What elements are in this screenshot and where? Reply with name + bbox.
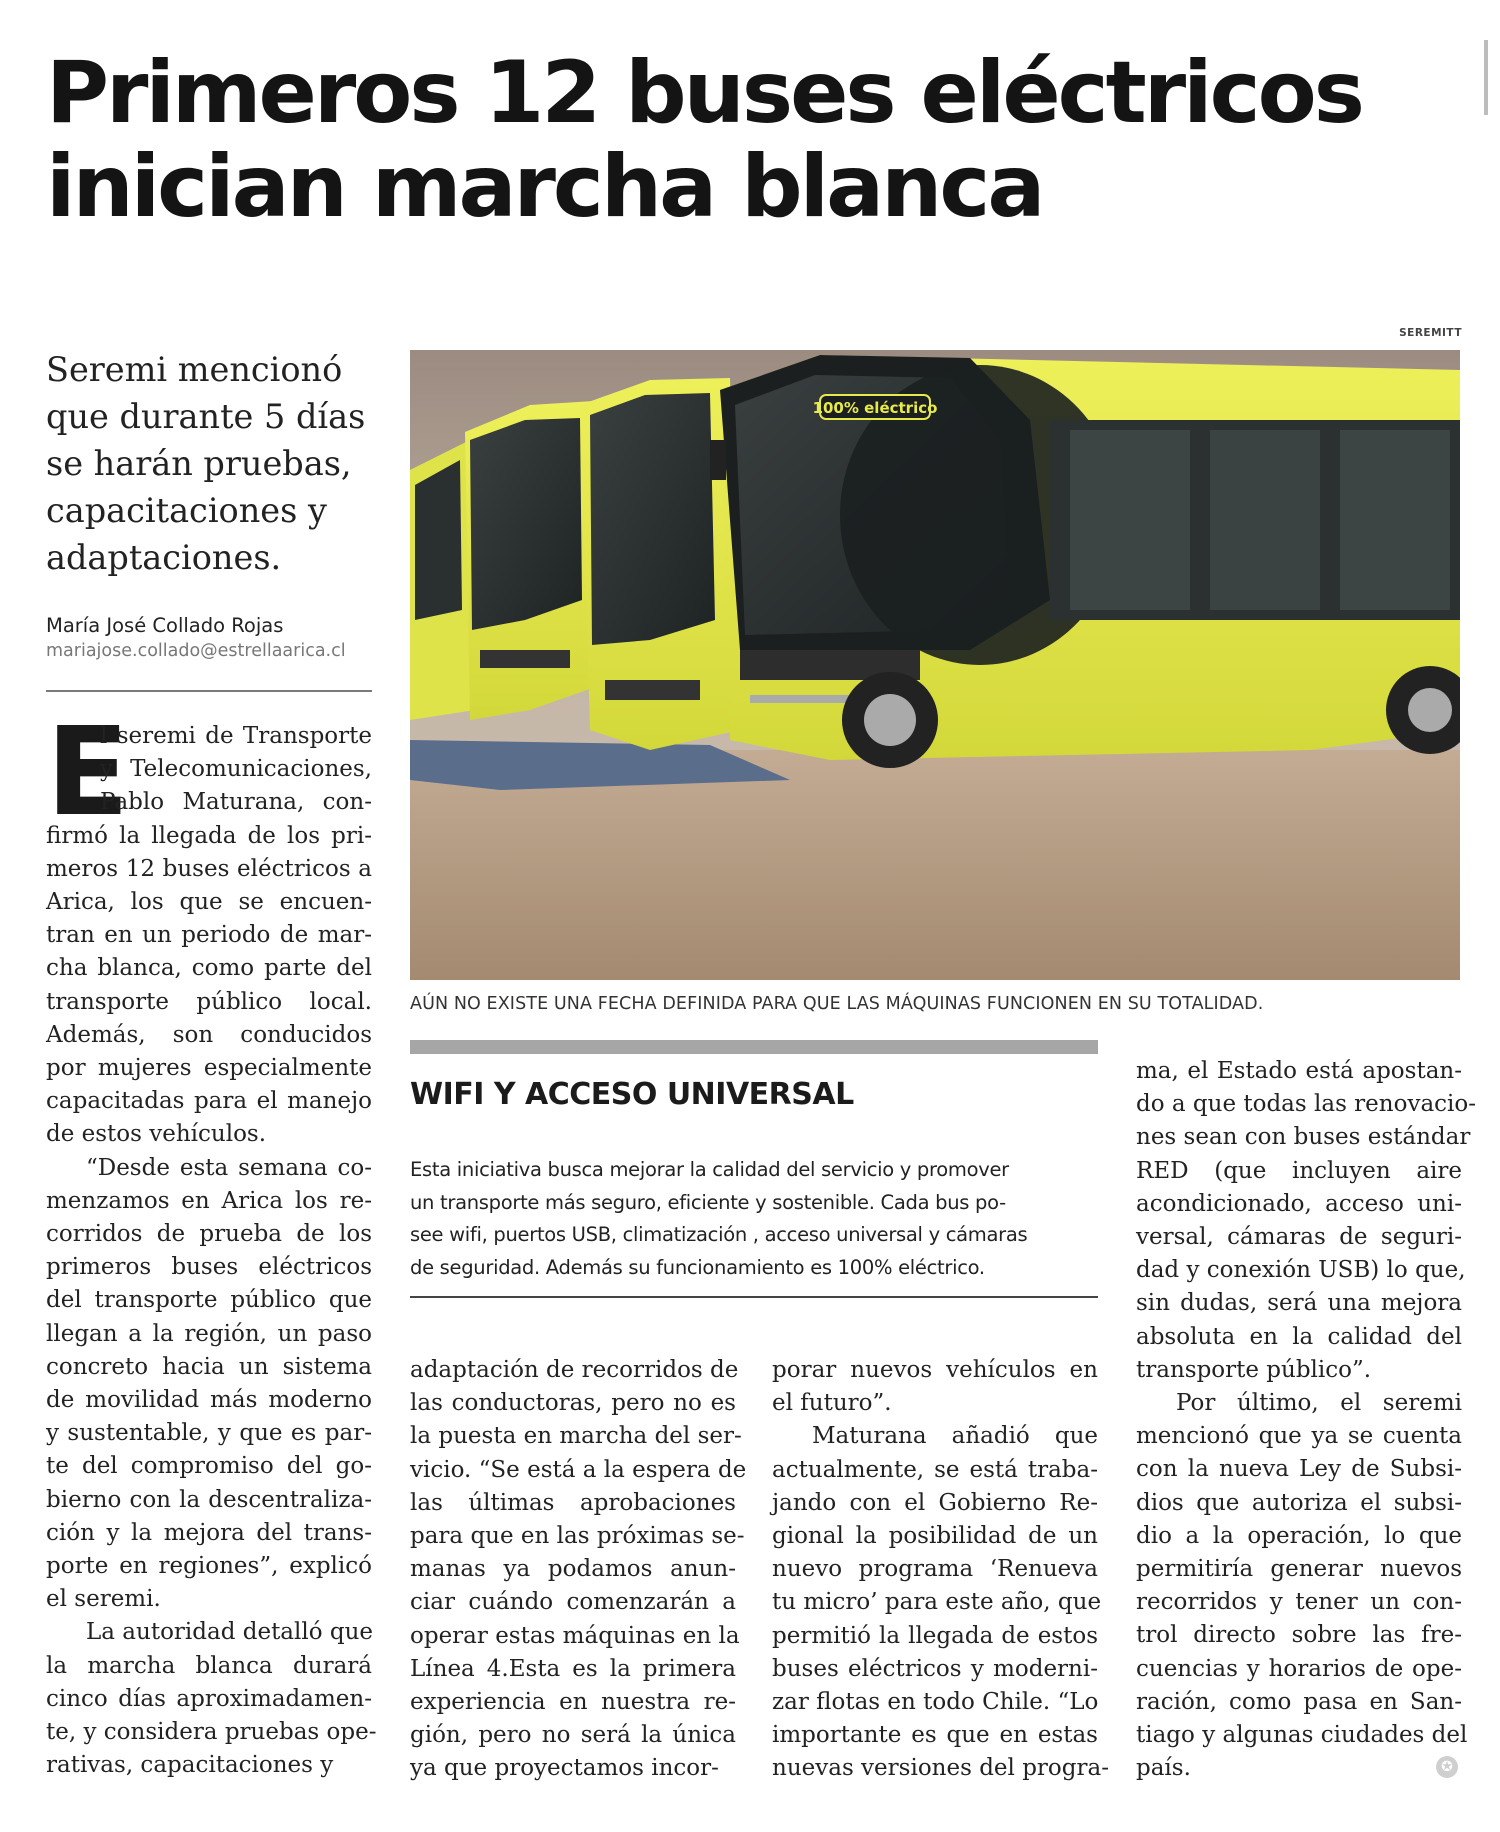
subhead-line: se harán pruebas, — [46, 444, 352, 483]
body-text-line: la puesta en marcha del ser- — [410, 1423, 742, 1450]
edge-rule — [1484, 40, 1488, 115]
body-text-line: recorridos y tener un con- — [1136, 1589, 1462, 1616]
bus-photo — [410, 350, 1460, 980]
body-column-2 — [410, 1354, 747, 1786]
body-text-line: La autoridad detalló que — [86, 1619, 374, 1646]
body-text-line: las conductoras, pero no es — [410, 1390, 736, 1417]
photo-caption: AÚN NO EXISTE UNA FECHA DEFINIDA PARA QUE LAS MÁQUINAS FUNCIONEN EN SU TOTALIDAD. — [410, 994, 1264, 1014]
drop-cap: E — [46, 701, 130, 843]
body-text-line: versal, cámaras de seguri- — [1136, 1224, 1462, 1251]
bus-illustration — [410, 350, 1460, 980]
box-bottom-rule — [410, 1296, 1098, 1298]
body-text-line: el futuro”. — [772, 1390, 892, 1417]
body-text-line: dios que autoriza el subsi- — [1136, 1489, 1462, 1516]
bus-third — [580, 378, 740, 750]
body-text-line: sin dudas, será una mejora — [1136, 1290, 1462, 1317]
body-text-line: porte en regiones”, explicó — [46, 1553, 372, 1580]
body-text-line: ración, como pasa en San- — [1136, 1688, 1462, 1715]
box-line: Esta iniciativa busca mejorar la calidad del servicio y promover — [410, 1158, 1009, 1181]
body-text-line: y sustentable, y que es par- — [46, 1420, 372, 1447]
body-text-line: manas ya podamos anun- — [410, 1556, 736, 1583]
body-text-line: la marcha blanca durará — [46, 1652, 372, 1679]
subhead-line: adaptaciones. — [46, 538, 282, 577]
body-text-line: transporte público”. — [1136, 1356, 1372, 1383]
body-text-line: firmó la llegada de los pri- — [46, 822, 372, 849]
body-text-line: ción y la mejora del trans- — [46, 1519, 372, 1546]
body-text-line: bierno con la descentraliza- — [46, 1486, 372, 1513]
body-text-line: Maturana añadió que — [812, 1423, 1098, 1450]
body-column-3 — [772, 1354, 1109, 1786]
body-text-line: RED (que incluyen aire — [1136, 1157, 1462, 1184]
body-text-line: nes sean con buses estándar — [1136, 1124, 1471, 1151]
body-text-line: Por último, el seremi — [1176, 1390, 1462, 1417]
body-text-line: importante es que en estas — [772, 1722, 1098, 1749]
body-text-line: país. — [1136, 1755, 1191, 1782]
body-text-line: tran en un periodo de mar- — [46, 922, 372, 949]
body-text-line: meros 12 buses eléctricos a — [46, 855, 372, 882]
bus-far — [410, 440, 475, 720]
headline — [46, 43, 1466, 237]
body-text-line: jando con el Gobierno Re- — [772, 1489, 1098, 1516]
body-text-line: de estos vehículos. — [46, 1121, 267, 1148]
body-text-line: cha blanca, como parte del — [46, 955, 372, 982]
body-text-line: el seremi. — [46, 1586, 161, 1613]
body-text-line: Arica, los que se encuen- — [46, 889, 372, 916]
body-text-line: experiencia en nuestra re- — [410, 1689, 736, 1716]
photo-credit: SEREMITT — [1399, 327, 1462, 339]
body-text-line: por mujeres especialmente — [46, 1055, 372, 1082]
subhead — [46, 346, 376, 581]
body-text-line: tiago y algunas ciudades del — [1136, 1722, 1468, 1749]
body-text-line: adaptación de recorridos de — [410, 1357, 739, 1383]
subhead-line: que durante 5 días — [46, 397, 366, 436]
body-text-line: gión, pero no será la única — [410, 1722, 736, 1749]
body-text-line: permitió la llegada de estos — [772, 1622, 1098, 1649]
body-text-line: para que en las próximas se- — [410, 1523, 745, 1550]
end-of-article-icon: ✪ — [1436, 1756, 1458, 1778]
body-text-line: del transporte público que — [46, 1287, 372, 1314]
body-text-line: gional la posibilidad de un — [772, 1523, 1098, 1550]
body-text-line: “Desde esta semana co- — [86, 1154, 372, 1181]
body-text-line: llegan a la región, un paso — [46, 1320, 372, 1347]
body-text-line: con la nueva Ley de Subsi- — [1136, 1456, 1462, 1483]
author-name: María José Collado Rojas — [46, 614, 284, 637]
body-text-line: las últimas aprobaciones — [410, 1489, 736, 1516]
body-text-line: actualmente, se está traba- — [772, 1456, 1098, 1483]
body-text-line: corridos de prueba de los — [46, 1221, 372, 1248]
body-text-line: ma, el Estado está apostan- — [1136, 1058, 1462, 1084]
headline-line-1: Primeros 12 buses eléctricos — [46, 43, 1362, 143]
box-line: de seguridad. Además su funcionamiento es 100% eléctrico. — [410, 1255, 985, 1279]
body-column-1 — [46, 701, 377, 1783]
box-text — [410, 1154, 1100, 1284]
author-email: mariajose.collado@estrellaarica.cl — [46, 641, 346, 661]
body-text-line: cinco días aproximadamen- — [46, 1685, 372, 1712]
body-text-line: ciar cuándo comenzarán a — [410, 1589, 736, 1616]
body-text-line: zar flotas en todo Chile. “Lo — [772, 1689, 1099, 1716]
headline-line-2: inician marcha blanca — [46, 137, 1043, 237]
body-text-line: trol directo sobre las fre- — [1136, 1622, 1462, 1649]
body-text-line: de movilidad más moderno — [46, 1387, 372, 1414]
body-text-line: Línea 4.Esta es la primera — [410, 1655, 736, 1682]
body-text-line: dad y conexión USB) lo que, — [1136, 1257, 1466, 1284]
body-text-line: menzamos en Arica los re- — [46, 1187, 372, 1214]
body-text-line: primeros buses eléctricos — [46, 1254, 372, 1281]
byline-divider — [46, 690, 372, 692]
bus-main — [710, 355, 1460, 768]
body-text-line: ya que proyectamos incor- — [410, 1755, 719, 1782]
subhead-line: capacitaciones y — [46, 491, 327, 530]
body-text-line: acondicionado, acceso uni- — [1136, 1190, 1462, 1217]
bus-badge-text: 100% eléctrico — [812, 399, 938, 417]
body-text-line: te del compromiso del go- — [46, 1453, 372, 1480]
body-text-line: do a que todas las renovacio- — [1136, 1091, 1477, 1118]
body-text-line: dio a la operación, lo que — [1136, 1522, 1462, 1549]
box-top-bar — [410, 1040, 1098, 1054]
body-text-line: nuevas versiones del progra- — [772, 1755, 1109, 1782]
body-text-line: permitiría generar nuevos — [1136, 1556, 1462, 1583]
body-text-line: vicio. “Se está a la espera de — [410, 1456, 747, 1483]
box-line: un transporte más seguro, eficiente y sostenible. Cada bus po- — [410, 1190, 1006, 1214]
subhead-line: Seremi mencionó — [46, 350, 343, 389]
body-text-line: l seremi de Transporte — [100, 723, 372, 749]
box-title: WIFI Y ACCESO UNIVERSAL — [410, 1077, 854, 1112]
body-text-line: absoluta en la calidad del — [1136, 1323, 1462, 1350]
body-text-line: te, y considera pruebas ope- — [46, 1719, 377, 1746]
body-text-line: cuencias y horarios de ope- — [1136, 1655, 1462, 1682]
body-text-line: buses eléctricos y moderni- — [772, 1655, 1098, 1682]
body-text-line: transporte público local. — [46, 988, 372, 1015]
box-line: see wifi, puertos USB, climatización , acceso universal y cámaras — [410, 1223, 1028, 1246]
body-text-line: Además, son conducidos — [46, 1021, 372, 1048]
body-text-line: mencionó que ya se cuenta — [1136, 1423, 1462, 1450]
body-text-line: rativas, capacitaciones y — [46, 1752, 334, 1779]
body-column-4 — [1136, 1055, 1477, 1785]
body-text-line: tu micro’ para este año, que — [772, 1589, 1102, 1616]
body-text-line: nuevo programa ‘Renueva — [772, 1556, 1098, 1583]
body-text-line: concreto hacia un sistema — [46, 1353, 372, 1380]
body-text-line: y Telecomunicaciones, — [100, 756, 372, 783]
body-text-line: porar nuevos vehículos en — [772, 1357, 1098, 1383]
body-text-line: operar estas máquinas en la — [410, 1622, 740, 1649]
author-byline — [46, 612, 376, 664]
body-text-line: Pablo Maturana, con- — [100, 789, 372, 816]
body-text-line: capacitadas para el manejo — [46, 1088, 372, 1115]
